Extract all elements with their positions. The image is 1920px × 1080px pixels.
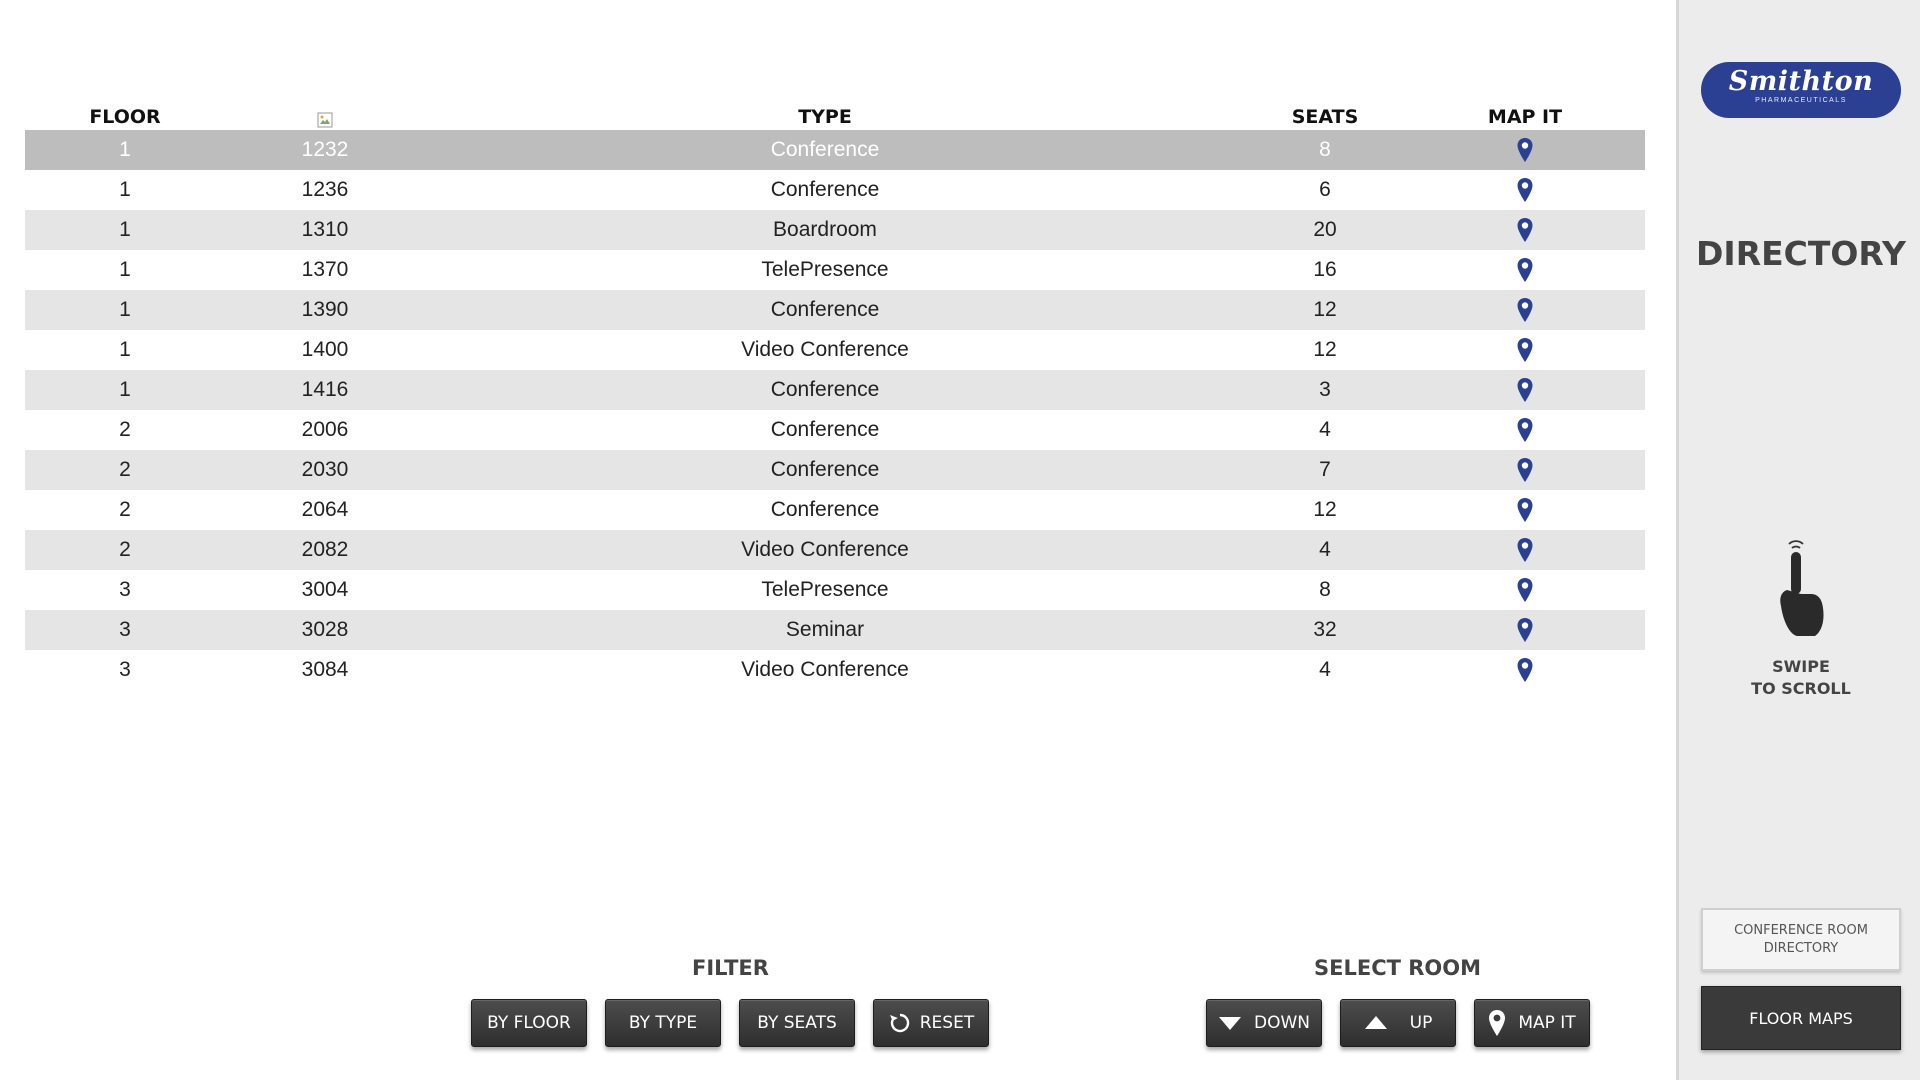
cell-seats: 8 (1319, 578, 1331, 601)
cell-seats: 6 (1319, 178, 1331, 201)
cell-room: 3004 (301, 578, 349, 601)
cell-type: Boardroom (773, 218, 877, 241)
cell-seats: 20 (1313, 218, 1337, 241)
cell-floor: 3 (119, 658, 131, 681)
cell-room: 1390 (301, 298, 349, 321)
table-row[interactable] (25, 490, 1645, 530)
cell-floor: 2 (119, 498, 131, 521)
map-pin-icon[interactable] (1516, 497, 1534, 523)
table-row[interactable] (25, 170, 1645, 210)
cell-room: 3084 (301, 658, 349, 681)
table-row[interactable] (25, 370, 1645, 410)
cell-type: TelePresence (761, 578, 889, 601)
header-map-it: MAP IT (1487, 106, 1563, 128)
cell-room: 2006 (301, 418, 349, 441)
map-pin-icon[interactable] (1516, 137, 1534, 163)
cell-seats: 4 (1319, 418, 1331, 441)
header-room[interactable] (225, 106, 425, 128)
cell-room: 2082 (301, 538, 349, 561)
reset-button[interactable] (873, 999, 989, 1047)
cell-type: Video Conference (741, 338, 909, 361)
cell-seats: 4 (1319, 538, 1331, 561)
header-seats[interactable]: SEATS (1291, 106, 1359, 128)
floor-maps-button[interactable] (1701, 986, 1901, 1050)
cell-floor: 1 (119, 258, 131, 281)
table-row[interactable] (25, 250, 1645, 290)
cell-floor: 2 (119, 538, 131, 561)
cell-map-it (1425, 217, 1625, 243)
conference-room-directory-label: CONFERENCE ROOM DIRECTORY (1734, 922, 1868, 956)
map-it-label: MAP IT (1518, 1013, 1576, 1033)
map-pin-icon[interactable] (1516, 657, 1534, 683)
cell-map-it (1425, 417, 1625, 443)
cell-map-it (1425, 577, 1625, 603)
table-row[interactable] (25, 130, 1645, 170)
filter-by-seats-button[interactable] (739, 999, 855, 1047)
cell-seats: 4 (1319, 658, 1331, 681)
cell-map-it (1425, 497, 1625, 523)
cell-type: Conference (770, 498, 880, 521)
cell-map-it (1425, 137, 1625, 163)
conference-room-directory-button[interactable] (1701, 908, 1901, 971)
cell-type: Conference (770, 178, 880, 201)
cell-type: Conference (770, 138, 880, 161)
down-label: DOWN (1254, 1013, 1310, 1033)
map-pin-icon[interactable] (1516, 537, 1534, 563)
cell-type: Conference (770, 298, 880, 321)
header-type[interactable]: TYPE (798, 106, 852, 128)
cell-seats: 12 (1313, 298, 1337, 321)
map-pin-icon[interactable] (1516, 617, 1534, 643)
cell-room: 1236 (301, 178, 349, 201)
cell-room: 1370 (301, 258, 349, 281)
map-pin-icon[interactable] (1516, 577, 1534, 603)
cell-room: 1310 (301, 218, 349, 241)
swipe-line-1: SWIPE (1772, 657, 1830, 676)
cell-type: Seminar (785, 618, 865, 641)
cell-map-it (1425, 377, 1625, 403)
cell-floor: 2 (119, 418, 131, 441)
cell-floor: 3 (119, 578, 131, 601)
cell-map-it (1425, 337, 1625, 363)
cell-map-it (1425, 457, 1625, 483)
filter-by-seats-label: BY SEATS (757, 1013, 837, 1033)
cell-type: Video Conference (741, 538, 909, 561)
logo-name: Smithton (1728, 66, 1874, 97)
cell-floor: 1 (119, 138, 131, 161)
logo-subtitle: PHARMACEUTICALS (1755, 97, 1847, 104)
filter-by-floor-label: BY FLOOR (487, 1013, 571, 1033)
floor-maps-label: FLOOR MAPS (1749, 1008, 1853, 1028)
map-pin-icon[interactable] (1516, 457, 1534, 483)
cell-seats: 16 (1313, 258, 1337, 281)
swipe-line-2: TO SCROLL (1751, 679, 1851, 698)
page-title: DIRECTORY (1696, 234, 1906, 273)
room-directory-table (25, 96, 1645, 690)
cell-seats: 8 (1319, 138, 1331, 161)
cell-map-it (1425, 177, 1625, 203)
cell-room: 2030 (301, 458, 349, 481)
map-pin-icon (1488, 1009, 1506, 1037)
cell-map-it (1425, 537, 1625, 563)
table-row[interactable] (25, 290, 1645, 330)
map-pin-icon[interactable] (1516, 377, 1534, 403)
reset-label: RESET (919, 1013, 975, 1033)
cell-floor: 2 (119, 458, 131, 481)
sidebar (1676, 0, 1920, 1080)
broken-image-icon (317, 112, 333, 128)
down-button[interactable] (1206, 999, 1322, 1047)
map-pin-icon[interactable] (1516, 257, 1534, 283)
table-row[interactable] (25, 530, 1645, 570)
table-row[interactable] (25, 210, 1645, 250)
map-it-button[interactable] (1474, 999, 1590, 1047)
cell-seats: 12 (1313, 338, 1337, 361)
table-header (25, 96, 1645, 130)
cell-map-it (1425, 257, 1625, 283)
cell-map-it (1425, 297, 1625, 323)
cell-room: 3028 (301, 618, 349, 641)
cell-floor: 1 (119, 178, 131, 201)
cell-type: TelePresence (761, 258, 889, 281)
cell-floor: 1 (119, 218, 131, 241)
table-body (25, 130, 1645, 690)
filter-by-type-button[interactable] (605, 999, 721, 1047)
cell-seats: 3 (1319, 378, 1331, 401)
cell-floor: 1 (119, 338, 131, 361)
cell-room: 1232 (301, 138, 349, 161)
table-row[interactable] (25, 650, 1645, 690)
swipe-to-scroll-text (1679, 656, 1920, 700)
filter-by-type-label: BY TYPE (628, 1013, 698, 1033)
map-pin-icon[interactable] (1516, 177, 1534, 203)
cell-floor: 1 (119, 298, 131, 321)
select-room-label: SELECT ROOM (1314, 956, 1482, 980)
cell-map-it (1425, 657, 1625, 683)
cell-room: 1400 (301, 338, 349, 361)
map-pin-icon[interactable] (1516, 417, 1534, 443)
cell-room: 2064 (301, 498, 349, 521)
cell-type: Conference (770, 418, 880, 441)
cell-type: Video Conference (741, 658, 909, 681)
triangle-up-icon (1364, 1015, 1388, 1031)
cell-type: Conference (770, 378, 880, 401)
up-label: UP (1409, 1013, 1433, 1033)
cell-floor: 1 (119, 378, 131, 401)
up-button[interactable] (1340, 999, 1456, 1047)
cell-map-it (1425, 617, 1625, 643)
reset-icon (888, 1011, 912, 1035)
cell-seats: 32 (1313, 618, 1337, 641)
triangle-down-icon (1218, 1015, 1242, 1031)
filter-label: FILTER (692, 956, 769, 980)
cell-seats: 12 (1313, 498, 1337, 521)
filter-by-floor-button[interactable] (471, 999, 587, 1047)
map-pin-icon[interactable] (1516, 217, 1534, 243)
cell-floor: 3 (119, 618, 131, 641)
swipe-hand-icon (1775, 536, 1827, 638)
table-row[interactable] (25, 450, 1645, 490)
cell-seats: 7 (1319, 458, 1331, 481)
smithton-logo (1701, 62, 1901, 118)
table-row[interactable] (25, 610, 1645, 650)
cell-type: Conference (770, 458, 880, 481)
table-row[interactable] (25, 330, 1645, 370)
map-pin-icon[interactable] (1516, 337, 1534, 363)
map-pin-icon[interactable] (1516, 297, 1534, 323)
table-row[interactable] (25, 570, 1645, 610)
table-row[interactable] (25, 410, 1645, 450)
header-floor[interactable]: FLOOR (89, 106, 161, 128)
cell-room: 1416 (301, 378, 349, 401)
